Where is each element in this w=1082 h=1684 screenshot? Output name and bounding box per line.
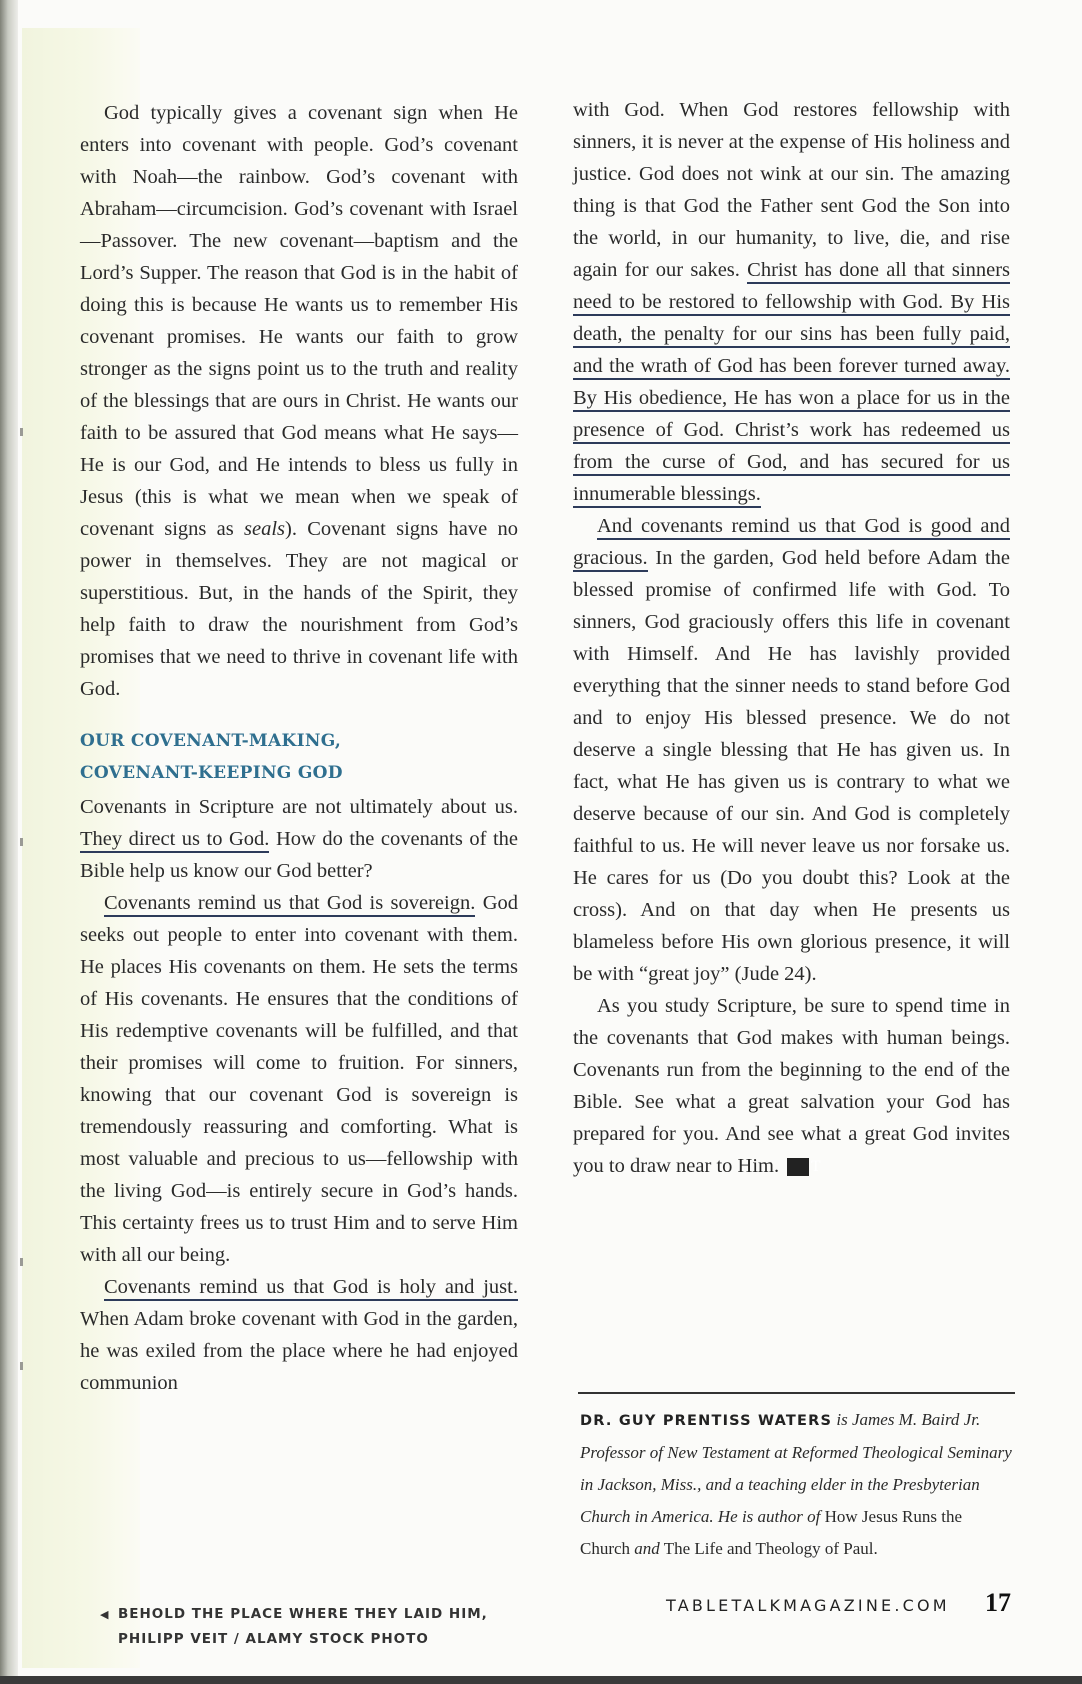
margin-mark xyxy=(20,1258,23,1266)
margin-mark xyxy=(20,838,23,846)
section-heading-line: COVENANT-KEEPING GOD xyxy=(80,763,343,783)
left-arrow-icon: ◀ xyxy=(100,1608,110,1621)
caption-line: BEHOLD THE PLACE WHERE THEY LAID HIM, xyxy=(118,1606,488,1622)
paragraph xyxy=(80,97,518,705)
book-title: The Life and Theology of Paul. xyxy=(659,1539,878,1558)
paragraph-text: God seeks out people to enter into covenant with them. He places His covenants on them. He sets the terms of His covenants. He ensures that the conditions of His redemptive covenants will be fulfilled, and that their promises will come to fruition. For sinners, knowing that our covenant God is sovereign is tremendously reassuring and comforting. What is most valuable and precious to us—fellowship with the living God—is entirely secure in God’s hands. This certainty frees us to trust Him and to serve Him with all our being. xyxy=(80,892,518,1266)
margin-mark xyxy=(20,428,23,436)
paragraph xyxy=(573,990,1010,1182)
book-title: How Jesus Runs the Church xyxy=(580,1507,963,1558)
bio-text: and xyxy=(634,1539,660,1558)
paragraph-text: Covenants in Scripture are not ultimately about us. xyxy=(80,796,518,818)
paragraph xyxy=(80,1271,518,1399)
end-mark-icon: T xyxy=(787,1158,809,1176)
paragraph xyxy=(573,94,1010,510)
right-column xyxy=(573,94,1010,1182)
paragraph xyxy=(80,887,518,1271)
section-heading-line: OUR COVENANT-MAKING, xyxy=(80,731,342,751)
paragraph xyxy=(80,791,518,887)
paragraph-text: with God. When God restores fellowship with sinners, it is never at the expense of His holiness and justice. God does not wink at our sin. The amazing thing is that God the Father sent God the Son into the world, in our humanity, to live, die, and rise again for our sakes. xyxy=(573,99,1010,281)
paragraph-text: When Adam broke covenant with God in the garden, he was exiled from the place where he had enjoyed communion xyxy=(80,1308,518,1394)
paragraph-text: God typically gives a covenant sign when He enters into covenant with people. God’s covenant with Noah—the rainbow. God’s covenant with Abraham—circumcision. God’s covenant with Israel—Passover. The new covenant—baptism and the Lord’s Supper. The reason that God is in the habit of doing this is because He wants us to remember His covenant promises. He wants our faith to grow stronger as the signs point us to the truth and reality of the blessings that are ours in Christ. He wants our faith to be assured that God means what He says—He is our God, and He intends to bless us fully in Jesus (this is what we mean when we speak of covenant signs as xyxy=(80,102,518,540)
underlined-text: Covenants remind us that God is holy and just. xyxy=(104,1276,518,1301)
caption-credit: PHILIPP VEIT / ALAMY STOCK PHOTO xyxy=(118,1631,429,1647)
photo-caption xyxy=(100,1602,488,1651)
paragraph-text: How do the covenants of the Bible help us know our God better? xyxy=(80,828,518,882)
page-number: 17 xyxy=(985,1588,1011,1617)
left-column xyxy=(80,97,518,1399)
paragraph-text: As you study Scripture, be sure to spend time in the covenants that God makes with human beings. Covenants run from the beginning to the end of the Bible. See what a great salvation your God has prepared for you. And see what a great God invites you to draw near to Him. xyxy=(573,995,1010,1177)
bio-divider xyxy=(578,1392,1015,1394)
scan-edge xyxy=(0,1676,1082,1684)
underlined-text: Christ has done all that sinners need to be restored to fellowship with God. By His death, the penalty for our sins has been fully paid, and the wrath of God has been forever turned away. By His obedience, He has won a place for us in the presence of God. Christ’s work has redeemed us from the curse of God, and has secured for us innumerable blessings. xyxy=(573,259,1010,508)
bio-text: is James M. Baird Jr. Professor of New Testament at Reformed Theological Seminary in Jackson, Miss., and a teaching elder in the Presbyterian Church in America. He is author of xyxy=(580,1410,1012,1526)
author-name: DR. GUY PRENTISS WATERS xyxy=(580,1413,833,1429)
underlined-text: Covenants remind us that God is sovereign. xyxy=(104,892,475,917)
section-heading xyxy=(80,725,518,789)
underlined-text: And covenants remind us that God is good and gracious. xyxy=(573,515,1010,572)
paragraph-text: In the garden, God held before Adam the blessed promise of confirmed life with God. To sinners, God graciously offers this life in covenant with Himself. And He has lavishly provided everything that the sinner needs to stand before God and to enjoy His blessed presence. We do not deserve a single blessing that He has given us. In fact, what He has given us is contrary to what we deserve because of our sin. And God is completely faithful to us. He will never leave us nor forsake us. He cares for us (Do you doubt this? Look at the cross). And on that day when He presents us blameless before His own glorious presence, it will be with “great joy” (Jude 24). xyxy=(573,547,1010,985)
paragraph-text: ). Covenant signs have no power in themselves. They are not magical or superstitious. But, in the hands of the Spirit, they help faith to draw the nourishment from God’s promises that we need to thrive in covenant life with God. xyxy=(80,518,518,700)
paragraph xyxy=(573,510,1010,990)
footer-site: TABLETALKMAGAZINE.COM xyxy=(666,1596,950,1615)
italic-term: seals xyxy=(244,518,286,540)
author-bio xyxy=(580,1404,1012,1565)
page-fold-shadow xyxy=(0,0,18,1684)
underlined-text: They direct us to God. xyxy=(80,828,269,853)
margin-mark xyxy=(20,1362,23,1370)
